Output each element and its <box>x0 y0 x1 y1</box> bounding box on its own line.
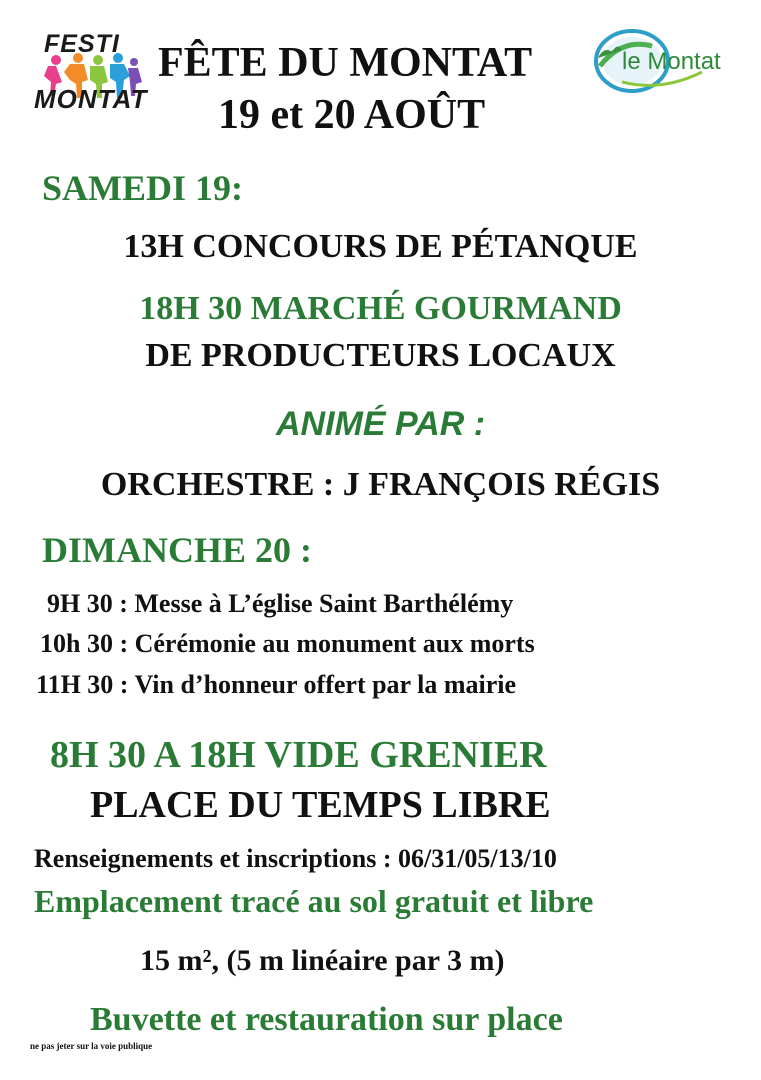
vide-grenier-place: PLACE DU TEMPS LIBRE <box>90 784 551 826</box>
size-info: 15 m², (5 m linéaire par 3 m) <box>140 944 505 977</box>
logo-le-montat-text: le Montat <box>622 48 721 75</box>
market-line-1: 18H 30 MARCHÉ GOURMAND <box>139 290 622 327</box>
sunday-event-mass: 9H 30 : Messe à L’église Saint Barthélémy <box>47 589 514 618</box>
sunday-event-reception: 11H 30 : Vin d’honneur offert par la mairie <box>36 670 517 699</box>
spot-info: Emplacement tracé au sol gratuit et libre <box>34 883 594 919</box>
footer-note: ne pas jeter sur la voie publique <box>30 1041 153 1051</box>
vide-grenier-time: 8H 30 A 18H VIDE GRENIER <box>50 734 547 776</box>
logo-festi-text: FESTI <box>44 30 120 58</box>
market-line-2: DE PRODUCTEURS LOCAUX <box>145 337 616 374</box>
sunday-heading: DIMANCHE 20 : <box>42 530 312 570</box>
sunday-event-ceremony: 10h 30 : Cérémonie au monument aux morts <box>40 629 535 658</box>
registration-info: Renseignements et inscriptions : 06/31/05/13/10 <box>34 844 557 873</box>
festi-montat-logo <box>34 30 154 112</box>
le-montat-logo <box>592 28 721 94</box>
saturday-heading: SAMEDI 19: <box>42 168 244 208</box>
petanque-line: 13H CONCOURS DE PÉTANQUE <box>123 228 638 265</box>
food-info: Buvette et restauration sur place <box>90 1001 563 1038</box>
event-dates: 19 et 20 AOÛT <box>218 92 486 138</box>
animated-by-heading: ANIMÉ PAR : <box>275 405 486 443</box>
logo-montat-text: MONTAT <box>34 84 148 114</box>
event-title: FÊTE DU MONTAT <box>158 40 533 86</box>
orchestra-line: ORCHESTRE : J FRANÇOIS RÉGIS <box>100 466 661 503</box>
